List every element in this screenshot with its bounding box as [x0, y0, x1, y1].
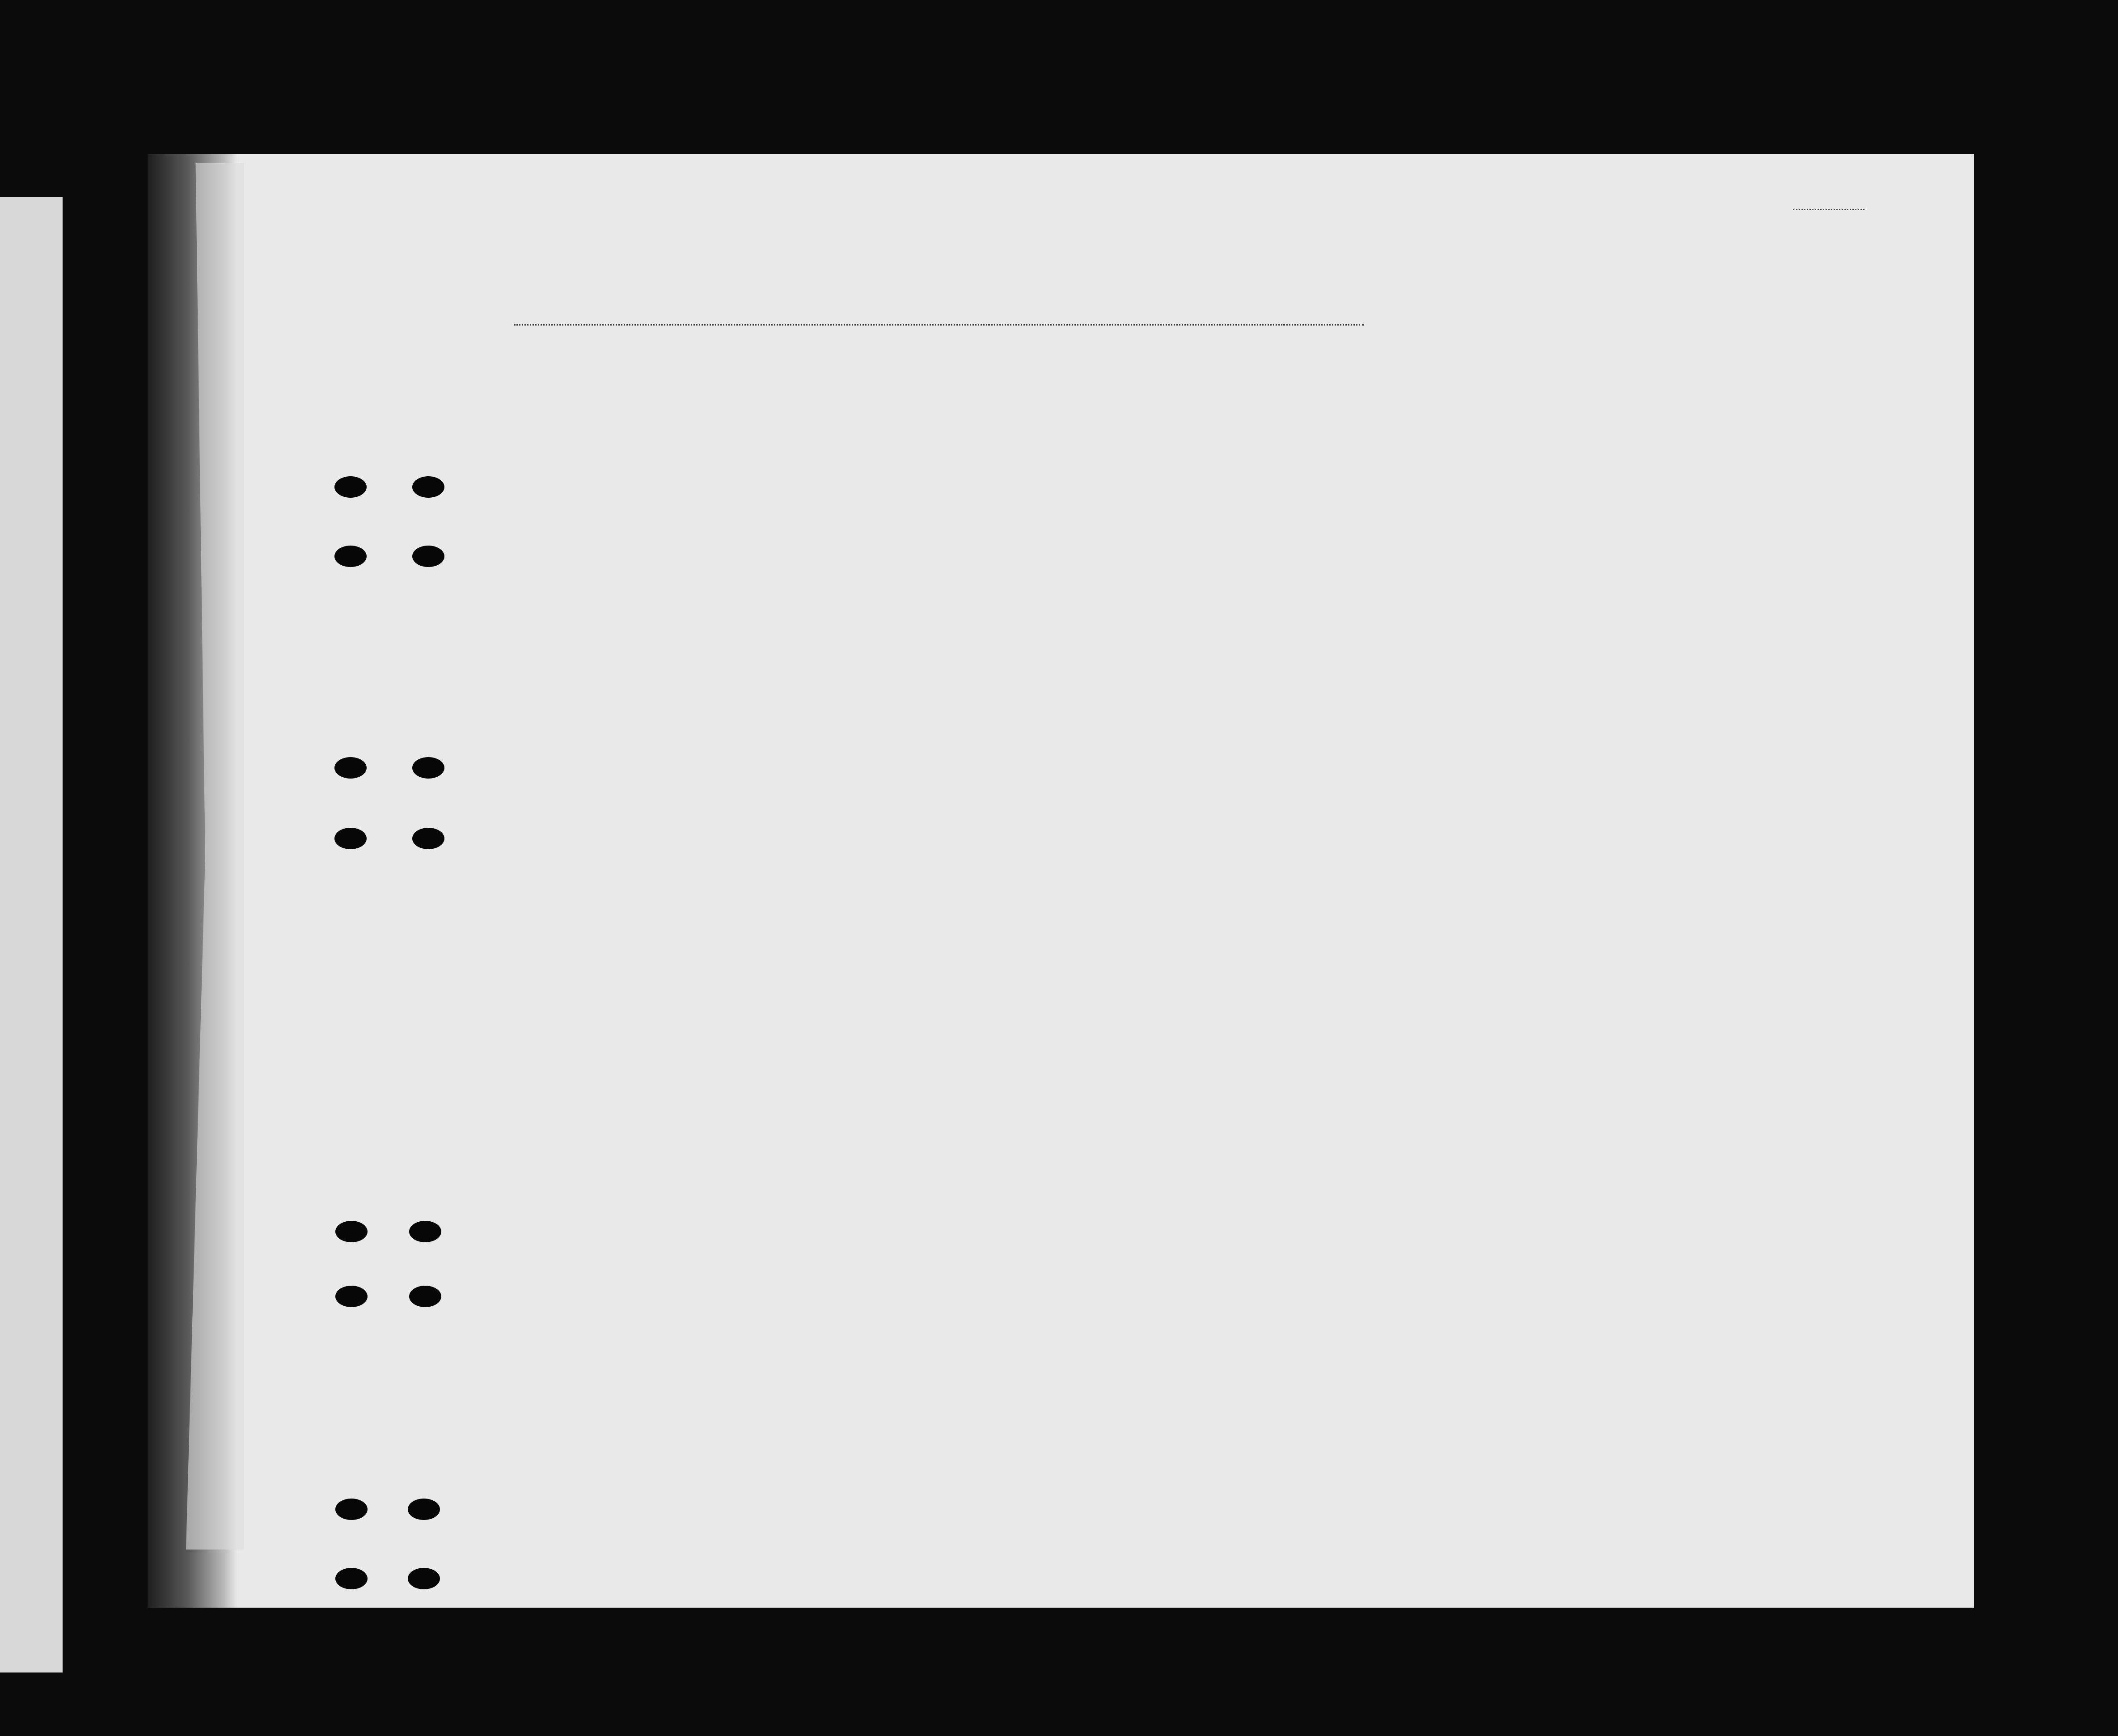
film-edge-code — [1635, 13, 2100, 40]
punch-hole — [412, 828, 444, 849]
punch-hole — [408, 1568, 440, 1589]
previous-page-fragment — [0, 197, 63, 1672]
table-grid — [148, 154, 1974, 1608]
punch-hole — [409, 1221, 441, 1242]
punch-hole — [412, 757, 444, 779]
punch-hole — [334, 828, 367, 849]
punch-hole — [412, 476, 444, 498]
punch-hole — [334, 476, 367, 498]
punch-hole — [408, 1499, 440, 1520]
punch-hole — [412, 546, 444, 567]
punch-hole — [409, 1286, 441, 1307]
punch-hole — [335, 1221, 368, 1242]
punch-hole — [335, 1499, 368, 1520]
punch-hole — [334, 546, 367, 567]
punch-hole — [335, 1286, 368, 1307]
punch-hole — [334, 757, 367, 779]
manifest-sheet — [148, 154, 1974, 1608]
punch-hole — [335, 1568, 368, 1589]
